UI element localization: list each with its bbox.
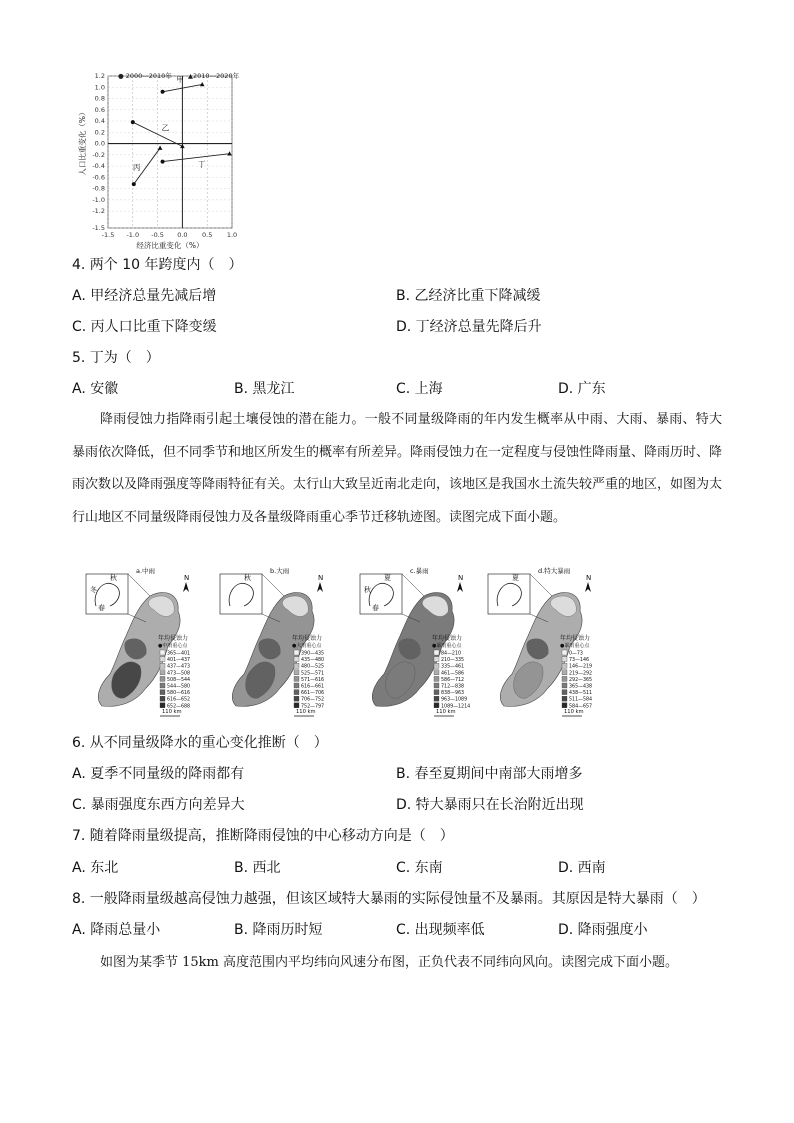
- q7-option-a[interactable]: A. 东北: [72, 860, 119, 876]
- map-title: d.特大暴雨: [538, 567, 571, 575]
- point-2000-丙: [132, 182, 136, 186]
- season-label: 秋: [244, 574, 251, 582]
- scale-label: 110 km: [436, 709, 456, 715]
- chart-frame: [108, 76, 232, 228]
- legend-label: 146—219: [569, 664, 593, 670]
- y-tick-label: 1.0: [94, 83, 105, 92]
- legend-label: 435—480: [301, 658, 325, 664]
- legend-label: 963—1089: [441, 697, 468, 703]
- legend-label: 661—706: [301, 691, 325, 697]
- y-tick-label: 1.2: [94, 72, 105, 80]
- inset-leader-1: [402, 574, 424, 596]
- question-6-stem: 6. 从不同量级降水的重心变化推断（ ）: [72, 735, 328, 751]
- legend-swatch: [294, 657, 299, 662]
- season-label: 春: [98, 604, 105, 612]
- legend-swatch: [562, 670, 567, 675]
- north-arrow-icon: [183, 582, 189, 592]
- q6-option-b[interactable]: B. 春至夏期间中南部大雨增多: [396, 766, 583, 782]
- legend-swatch: [294, 683, 299, 688]
- season-label: 冬: [90, 586, 97, 594]
- north-label: N: [586, 574, 592, 582]
- legend-swatch: [562, 690, 567, 695]
- legend-swatch: [160, 663, 165, 668]
- inset-box: [86, 574, 128, 614]
- legend-swatch: [434, 650, 439, 655]
- scale-label: 110 km: [564, 709, 584, 715]
- y-tick-label: 0.2: [94, 128, 105, 137]
- q8-option-c[interactable]: C. 出现频率低: [396, 922, 485, 938]
- legend-label: 437—473: [167, 664, 191, 670]
- q5-option-b[interactable]: B. 黑龙江: [234, 381, 295, 397]
- legend-swatch: [294, 670, 299, 675]
- series-label-乙: 乙: [161, 123, 170, 133]
- legend-swatch: [434, 670, 439, 675]
- legend-label: 84—210: [441, 651, 462, 657]
- legend-swatch: [160, 683, 165, 688]
- map-title: c.暴雨: [410, 567, 429, 575]
- legend-label: 0—73: [569, 651, 583, 657]
- legend-subtitle: ●中雨重心点: [158, 643, 188, 649]
- q5-option-a[interactable]: A. 安徽: [72, 381, 119, 397]
- legend-swatch: [160, 676, 165, 681]
- passage-erosion: 降雨侵蚀力指降雨引起土壤侵蚀的潜在能力。一般不同量级降雨的年内发生概率从中雨、大雨、暴雨、特大暴雨依次降低，但不同季节和地区所发生的概率有所差异。降雨侵蚀力在一定程度与侵蚀性降雨量、降雨历时、降雨次数以及降雨强度等降雨特征有关。太行山大致呈近南北走向，该地区是我国水土流失较严重的地区，如图为太行山地区不同量级降雨侵蚀力及各量级降雨重心季节迁移轨迹图。读图完成下面小题。: [72, 412, 723, 525]
- legend-subtitle: ●暴雨重心点: [432, 643, 462, 649]
- legend-swatch: [562, 676, 567, 681]
- legend-swatch: [562, 650, 567, 655]
- legend-label: 838—963: [441, 691, 465, 697]
- legend-label: 652—688: [167, 704, 191, 710]
- q6-option-c[interactable]: C. 暴雨强度东西方向差异大: [72, 797, 245, 813]
- legend-swatch: [160, 696, 165, 701]
- legend-swatch: [294, 690, 299, 695]
- legend-title: 年均侵蚀力: [432, 635, 463, 642]
- point-2010-丙: [158, 146, 163, 150]
- legend-label: 752—797: [301, 704, 325, 710]
- legend-title: 年均侵蚀力: [560, 635, 591, 642]
- legend-swatch: [160, 657, 165, 662]
- point-2000-丁: [161, 160, 165, 164]
- legend-label: 1089—1214: [441, 704, 471, 710]
- x-tick-label: -1.5: [101, 231, 115, 239]
- question-4-stem: 4. 两个 10 年跨度内（ ）: [72, 257, 243, 273]
- map-panel-4: [482, 566, 610, 724]
- y-tick-label: -1.2: [92, 207, 105, 216]
- x-tick-label: 0.0: [177, 231, 188, 239]
- legend-swatch: [294, 663, 299, 668]
- legend-swatch: [562, 663, 567, 668]
- q7-option-d[interactable]: D. 西南: [558, 860, 606, 876]
- y-axis-title: 人口比重变化（%）: [78, 108, 87, 176]
- q7-option-b[interactable]: B. 西北: [234, 860, 281, 876]
- north-arrow-icon: [317, 582, 323, 592]
- legend-label: 438—511: [569, 691, 593, 697]
- legend-label: 544—580: [167, 684, 191, 690]
- season-label: 春: [372, 604, 379, 612]
- map-panel-3: [354, 566, 482, 724]
- legend-swatch: [434, 690, 439, 695]
- map-title: a.中雨: [136, 567, 156, 575]
- legend-swatch: [294, 676, 299, 681]
- y-tick-label: -0.6: [92, 173, 105, 182]
- q4-option-d[interactable]: D. 丁经济总量先降后升: [396, 319, 542, 335]
- x-tick-label: 1.0: [226, 231, 238, 239]
- y-tick-label: -0.4: [92, 162, 105, 171]
- x-axis-title: 经济比重变化（%）: [136, 241, 204, 250]
- legend-label: 480—525: [301, 664, 325, 670]
- y-tick-label: 0.6: [94, 105, 105, 114]
- legend-label: 335—461: [441, 664, 465, 670]
- series-label-丙: 丙: [132, 163, 141, 173]
- legend-swatch: [562, 657, 567, 662]
- legend-label: 365—401: [167, 651, 191, 657]
- season-label: 夏: [384, 574, 391, 582]
- season-label: 秋: [110, 574, 117, 582]
- legend-label: 73—146: [569, 658, 590, 664]
- legend-label: 219—292: [569, 671, 593, 677]
- point-2010-甲: [200, 82, 205, 86]
- legend-label: 706—752: [301, 697, 325, 703]
- legend-swatch: [434, 696, 439, 701]
- x-tick-label: -1.0: [126, 231, 140, 239]
- passage-wind: 如图为某季节 15km 高度范围内平均纬向风速分布图，正负代表不同纬向风向。读图完成下面小题。: [100, 955, 679, 970]
- q5-option-c[interactable]: C. 上海: [396, 381, 443, 397]
- legend-label: 508—544: [167, 677, 191, 683]
- legend-label: 292—365: [569, 677, 593, 683]
- north-arrow-icon: [585, 582, 591, 592]
- q6-option-a[interactable]: A. 夏季不同量级的降雨都有: [72, 766, 245, 782]
- inset-leader-1: [128, 574, 150, 596]
- y-tick-label: -1.0: [92, 195, 105, 204]
- erosion-maps-figure: [80, 566, 596, 724]
- legend-label: 473—508: [167, 671, 191, 677]
- point-2000-乙: [131, 120, 135, 124]
- legend-label: 571—616: [301, 677, 325, 683]
- point-2000-甲: [161, 90, 165, 94]
- legend-entry-2010: ▲2010—2020年: [188, 72, 240, 80]
- inset-box: [220, 574, 262, 614]
- legend-title: 年均侵蚀力: [158, 635, 189, 642]
- x-tick-label: -0.5: [151, 231, 164, 239]
- y-tick-label: -0.2: [92, 150, 105, 159]
- scale-label: 110 km: [162, 709, 182, 715]
- legend-label: 580—616: [167, 691, 191, 697]
- north-arrow-icon: [457, 582, 463, 592]
- q8-option-a[interactable]: A. 降雨总量小: [72, 922, 161, 938]
- question-5-stem: 5. 丁为（ ）: [72, 350, 160, 366]
- legend-swatch: [434, 663, 439, 668]
- y-tick-label: 0.8: [94, 94, 105, 103]
- y-tick-label: -1.5: [92, 224, 105, 232]
- legend-swatch: [562, 696, 567, 701]
- legend-entry-2000: ● 2000—2010年: [118, 72, 172, 80]
- question-7-stem: 7. 随着降雨量级提高，推断降雨侵蚀的中心移动方向是（ ）: [72, 828, 454, 844]
- q7-option-c[interactable]: C. 东南: [396, 860, 443, 876]
- legend-label: 511—584: [569, 697, 593, 703]
- map-panel-2: [214, 566, 342, 724]
- legend-swatch: [294, 650, 299, 655]
- season-label: 夏: [512, 574, 519, 582]
- legend-label: 712—838: [441, 684, 465, 690]
- legend-swatch: [434, 657, 439, 662]
- q4-option-c[interactable]: C. 丙人口比重下降变缓: [72, 319, 217, 335]
- inset-leader-1: [530, 574, 552, 596]
- q8-option-d[interactable]: D. 降雨强度小: [558, 922, 648, 938]
- legend-swatch: [160, 650, 165, 655]
- legend-label: 461—586: [441, 671, 465, 677]
- series-label-丁: 丁: [198, 159, 206, 169]
- legend-swatch: [160, 670, 165, 675]
- legend-title: 年均侵蚀力: [292, 635, 323, 642]
- inset-leader-1: [262, 574, 284, 596]
- y-tick-label: 0.4: [94, 117, 105, 126]
- scale-label: 110 km: [296, 709, 316, 715]
- north-label: N: [458, 574, 464, 582]
- x-tick-label: 0.5: [202, 231, 213, 239]
- legend-swatch: [562, 703, 567, 708]
- legend-swatch: [434, 703, 439, 708]
- legend-swatch: [562, 683, 567, 688]
- map-title: b.大雨: [270, 567, 290, 575]
- season-label: 秋: [364, 586, 371, 594]
- legend-subtitle: ●暴雨重心点: [560, 643, 590, 649]
- legend-label: 365—438: [569, 684, 593, 690]
- legend-label: 210—335: [441, 658, 465, 664]
- map-svg: [482, 566, 610, 724]
- q6-option-d[interactable]: D. 特大暴雨只在长治附近出现: [396, 797, 584, 813]
- north-label: N: [318, 574, 324, 582]
- legend-swatch: [294, 696, 299, 701]
- legend-label: 390—435: [301, 651, 325, 657]
- inset-box: [488, 574, 530, 614]
- chart-svg: [76, 66, 246, 252]
- y-tick-label: 0.0: [94, 139, 105, 148]
- legend-label: 584—657: [569, 704, 593, 710]
- map-panel-1: [80, 566, 208, 724]
- q4-option-b[interactable]: B. 乙经济比重下降减缓: [396, 288, 541, 304]
- legend-swatch: [434, 676, 439, 681]
- map-svg: [214, 566, 342, 724]
- q8-option-b[interactable]: B. 降雨历时短: [234, 922, 323, 938]
- q5-option-d[interactable]: D. 广东: [558, 381, 606, 397]
- legend-swatch: [160, 703, 165, 708]
- scatter-chart: [76, 66, 246, 252]
- legend-label: 586—712: [441, 677, 465, 683]
- legend-label: 401—437: [167, 658, 191, 664]
- legend-label: 525—571: [301, 671, 325, 677]
- legend-swatch: [294, 703, 299, 708]
- legend-label: 616—661: [301, 684, 325, 690]
- inset-box: [360, 574, 402, 614]
- north-label: N: [184, 574, 190, 582]
- question-8-stem: 8. 一般降雨量级越高侵蚀力越强，但该区域特大暴雨的实际侵蚀量不及暴雨。其原因是特大暴雨（ ）: [72, 891, 706, 907]
- legend-swatch: [160, 690, 165, 695]
- point-2010-丁: [227, 151, 232, 155]
- q4-option-a[interactable]: A. 甲经济总量先减后增: [72, 288, 217, 304]
- y-tick-label: -0.8: [92, 184, 105, 193]
- map-svg: [354, 566, 482, 724]
- legend-label: 616—652: [167, 697, 191, 703]
- legend-swatch: [434, 683, 439, 688]
- legend-subtitle: ●大雨重心点: [292, 643, 322, 649]
- series-label-甲: 甲: [176, 75, 184, 85]
- map-svg: [80, 566, 208, 724]
